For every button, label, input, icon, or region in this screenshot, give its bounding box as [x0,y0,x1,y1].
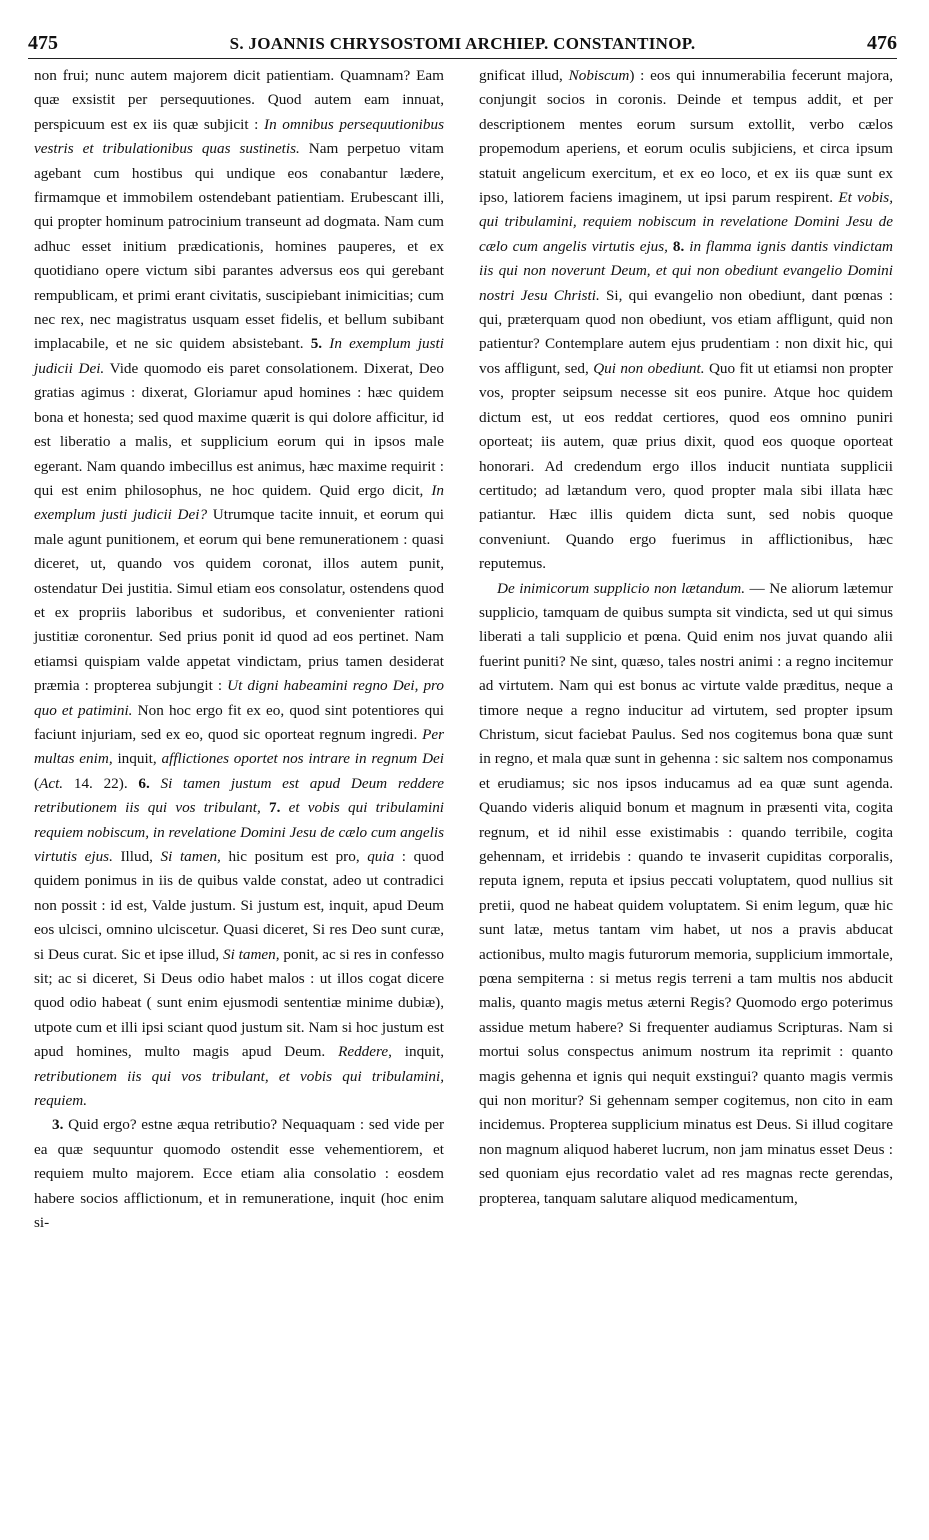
text-run: Si tamen justum est apud Deum reddere retributionem iis qui vos tribulant, [34,774,444,817]
text-run: et vobis qui tribulamini requiem nobiscum, in revelatione Domini Jesu de cælo cum angelis virtutis ejus. [34,799,445,865]
text-run: 7. [268,799,281,817]
text-run: 8. [672,237,685,255]
text-run: Si, qui evangelio non obediunt, dant pœnas : qui, præterquam quod non obediunt, vos etiam affligunt, quid non patientur? Contemplare autem ejus prudentiam : non dixit hic, qui vos affligunt, sed, [479,286,894,377]
text-run: non frui; nunc autem majorem dicit patientiam. Quamnam? Eam quæ exsistit per persequutiones. Quod autem eam innuat, perspicuum est ex iis quæ subjicit : [34,67,444,133]
text-run [150,775,161,792]
running-header [28,28,897,59]
paragraph [34,1113,444,1235]
text-run: — Ne aliorum lætemur supplicio, tamquam de quibus sumpta sit vindicta, sed ut qui simus liberati a tali supplicio et pœna. Quid enim nos juvat quando alii fuerint puniti? Ne sint, quæso, tales nostri animi : a regno incitemur ad virtutem. Nam qui est bonus ac virtute valde præditus, neque a timore neque a regno inducitur ad virtutem, sed propter ipsum Christum, sicut faciebat Paulus. Sed nos cogitemus bona quæ sunt in regno, et mala quæ sunt in gehenna : sic saltem nos componamus et erudiamus; sic nos ipsos inducamus ad ea quæ sunt agenda. Quando videris aliquid bonum et magnum in præsenti vita, cogita regnum, et id nihil esse existimabis : quando terribile, cogita gehennam, et irridebis : quando te invaserit cupiditas corporalis, reputa ignem, reputa et ipsius peccati voluptatem, quod nullius sit pretii, quod ne habeat quidem voluptatem. Si enim legum, quæ hic sunt latæ, metus tantam vim habet, ut nos a pravis abducat actionibus, multo magis futurorum memoria, supplicium immortale, pœna sempiterna : si metus regis terreni a tam multis nos abducit malis, quanto magis metus æterni Regis? Quomodo ergo poterimus assidue metum habere? Si frequenter audiamus Scripturas. Nam si mortui solus conspectus animum nostrum ita reprimit : quanto magis gehenna et ignis qui nequit exstingui? quanto magis vermis qui non moritur? Si gehennam semper cogitemus, non cito in eam incidemus. Propterea supplicium minatus est Deus. Si illud cogitare non magnum aliquod haberet lucrum, non jam minatus esset Deus : sed quoniam ejus recordatio valet ad res magnas recte gerendas, propterea, tanquam salutare aliquod medicamentum, [479,579,893,1207]
paragraph [479,577,893,1212]
text-run: ) : eos qui innumerabilia fecerunt majora, conjungit socios in coronis. Deinde et tempus addit, et per descriptionem mentes eorum sursum extollit, verbo cælos propemodum aperiens, et eorum oculis subjiciens, et circa ipsum statuit angelicum exercitum, et ex eo loco, et ex iis quæ sunt ex ipso, latiorem faciens imaginem, ut ipsi parum respirent. [479,67,894,207]
text-run: retributionem iis qui vos tribulant, et vobis qui tribulamini, requiem. [34,1067,444,1110]
text-run: 6. [138,774,150,792]
text-run: Nam perpetuo vitam agebant cum hostibus qui undique eos conabantur lædere, firmamque et immobilem ostendebant patientiam. Erubescant illi, qui propter hominum patrocinium transeunt ad dogmata. Nam cum adhuc esset initium prædicationis, homines pauperes, et ex quotidiano opere victum sibi parantes adversus eos qui gerebant rempublicam, et primi erant civitatis, suscipiebant inimicitias; cum nec rex, nec magistratus usquam esset fidelis, et bellum subibant implacabile, et ne sic quidem absistebant. [34,140,444,353]
text-run: hic positum est pro, [220,848,368,865]
text-run: Non hoc ergo fit ex eo, quod sint potentiores qui faciunt injuriam, sed ex eo, quod sic oporteat regnum ingredi. [34,701,445,743]
text-run: Qui non obediunt. [593,359,705,377]
text-run: Et vobis, qui tribulamini, requiem nobiscum in revelatione Domini Jesu de cælo cum angelis virtutis ejus, [479,189,893,255]
text-run: ( [34,774,40,792]
text-run [280,799,288,816]
paragraph [34,64,444,1113]
text-run: 3. [52,1116,64,1134]
running-title: S. JOANNIS CHRYSOSTOMI ARCHIEP. CONSTANTINOP. [229,34,696,53]
page-number-left: 475 [28,32,58,54]
text-run [261,799,269,816]
text-run: Vide quomodo eis paret consolationem. Dixerat, Deo gratias agimus : dixerat, Gloriamur apud homines : hæc quidem bona et honesta; sed quod maxime quærit is qui dolore afficitur, id est liberatio a malis, et supplicium eorum qui in ipsos male egerant. Nam quando imbecillus est animus, hæc maxime requirit : qui est enim philosophus, ne hoc quidem. Quid ergo dicit, [34,359,444,499]
text-run: Quid ergo? estne æqua retributio? Nequaquam : sed vide per ea quæ sequuntur quomodo ostendit esse vehementiorem, et requiem multo majorem. Ecce etiam alia consolatio : eosdem habere socios afflictionum, et in remuneratione, inquit (hoc enim si- [34,1116,444,1232]
paragraph [479,64,893,577]
text-run: inquit, [112,750,162,768]
text-run: Quo fit ut etiamsi non propter vos, propter seipsum necesse sit eos punire. Atque hoc quidem dictum est, ut eos reddat certiores, quod eos omnino puniri oporteat; iis autem, quæ prius dixit, quod eos quoque oporteat honorari. Ad credendum ergo illos inducit nuntiata supplicii certitudo; ad lætandum vero, quod propter mala sibi illata hæc patiantur. Hæc illis quidem dicta sunt, sed nobis quoque conveniunt. Quando ergo fuerimus in afflictionibus, hæc reputemus. [479,359,893,573]
text-run: 14. 22). [63,774,139,792]
right-column [479,64,893,1211]
text-run: Per multas enim, [34,725,444,768]
text-run: : quod quidem ponimus in iis de quibus valde constat, adeo ut contradici non possit : id est, Valde justum. Si justum est, inquit, apud Deum eos ulcisci, omnino ulciscetur. Quasi diceret, Si res Deo sunt curæ, si Deus curat. Sic et ipse illud, [34,848,444,963]
text-run: De inimicorum supplicio non lætandum. [497,579,745,597]
text-run: 5. [310,335,323,353]
text-run: ponit, ac si res in confesso sit; ac si diceret, Si Deus odio habet malos : ut illos cogat dicere quod odio habeat ( sunt enim ejusmodi sententiæ minime dubiæ), utpote cum et illi ipsi sciant quod justum sit. Nam si hoc justum est apud homines, multo magis apud Deum. [34,945,444,1061]
text-run: Reddere [338,1043,389,1061]
text-run: Act. [39,774,64,792]
text-run: Si tamen, [222,945,280,963]
text-run: Si tamen, [160,848,221,865]
text-run: In exemplum justi judicii Dei? [34,481,444,524]
text-run: in flamma ignis dantis vindictam iis qui non noverunt Deum, et qui non obediunt evangelio Domini nostri Jesu Christi. [479,237,894,304]
text-run: In exemplum justi judicii Dei. [34,335,444,377]
text-run: quia [367,848,395,865]
text-run: afflictiones oportet nos intrare in regnum Dei [161,750,444,768]
text-run: Ut digni habeamini regno Dei, pro quo et patimini. [34,677,444,719]
text-run: gnificat illud, [479,67,569,84]
text-run: Illud, [112,848,161,865]
page-number-right: 476 [867,32,897,54]
left-column [34,64,444,1236]
text-run: , inquit, [388,1043,444,1061]
text-run: In omnibus persequutionibus vestris et tribulationibus quas sustinetis. [34,115,445,158]
text-run: Nobiscum [568,67,630,84]
text-run: Utrumque tacite innuit, et eorum qui male agunt punitionem, et eorum qui bene remunerationem : quasi diceret, ut, quando vos quidem coronat, illos autem punit, ostendatur Dei justitia. Simul etiam eos consolatur, ostendens quod et ex propriis laboribus et sudoribus, et convenienter rationi justitiæ coronentur. Sed prius ponit id quod ad eos pertinet. Nam etiamsi quispiam valde appetat vindictam, prius tamen desiderat præmia : propterea subjungit : [34,506,445,695]
